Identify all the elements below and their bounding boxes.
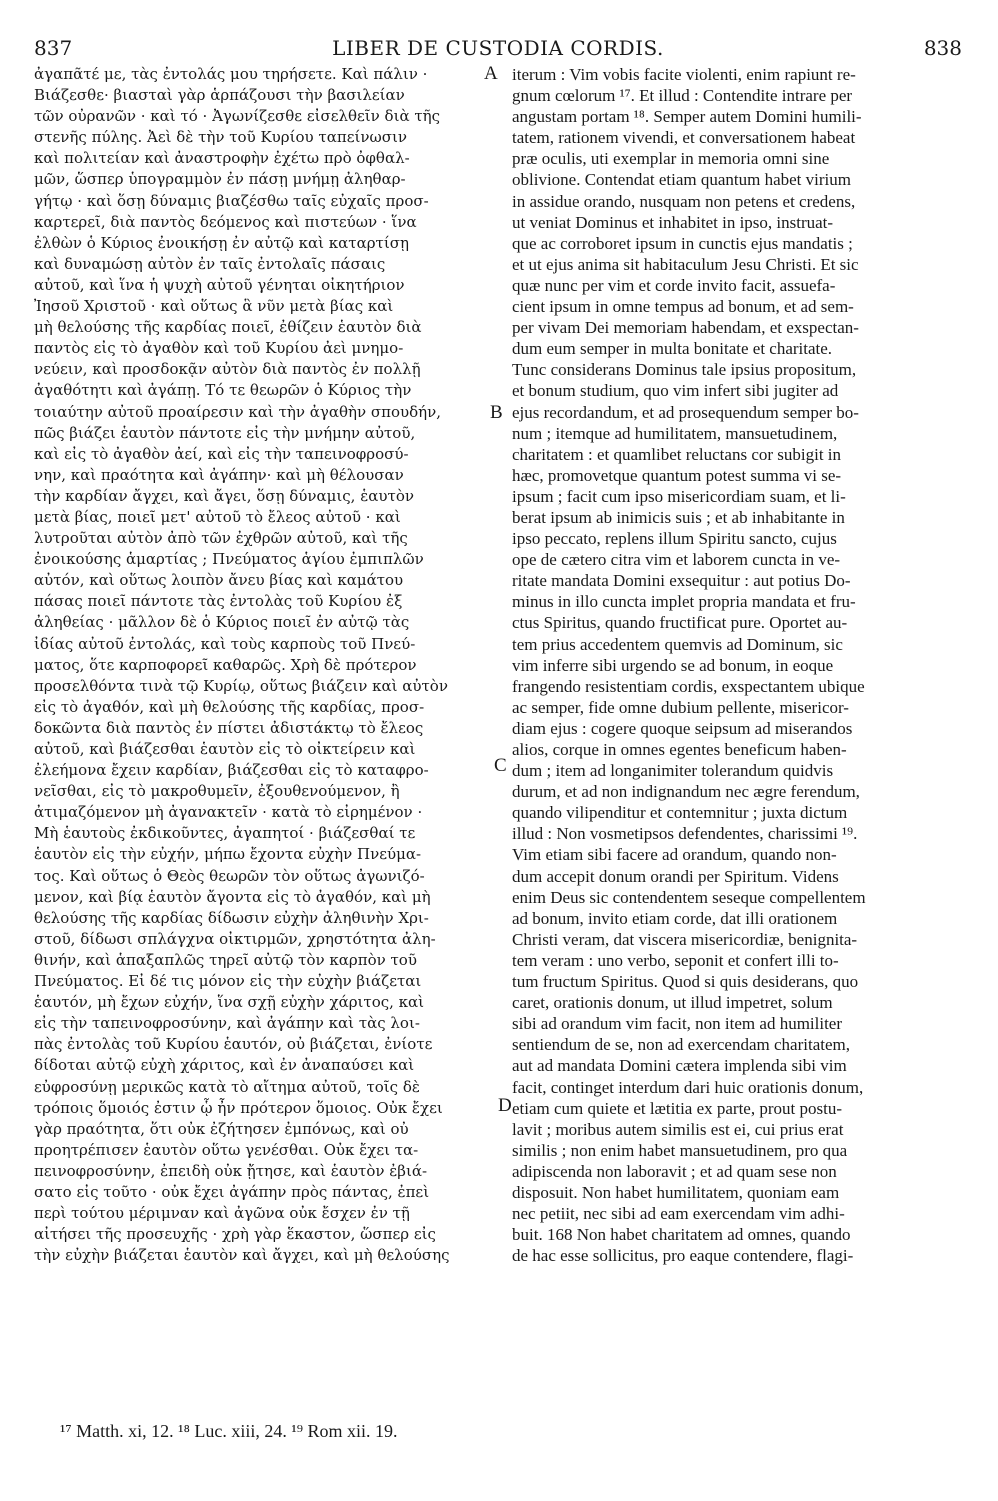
latin-text-line: berat ipsum ab inimicis suis ; et ab inhabitante in xyxy=(512,507,845,527)
latin-text-line: similis ; non enim habet mansuetudinem, pro qua xyxy=(512,1140,848,1160)
greek-text-line: τῶν οὐρανῶν · καὶ τό · Ἀγωνίζεσθε εἰσελθεῖν διὰ τῆς xyxy=(34,107,441,126)
latin-text-line: sentiendum de se, non ad exercendam charitatem, xyxy=(512,1035,850,1055)
latin-text-line: cient ipsum in omne tempus ad bonum, et ad sem- xyxy=(512,297,854,317)
greek-text-line: θελούσης τῆς καρδίας δίδωσιν εὐχὴν ἀληθινὴν Χρι- xyxy=(34,908,429,927)
greek-text-line: μῶν, ὥσπερ ὑπογραμμὸν ἐν πάσῃ μνήμῃ ἀληθαρ- xyxy=(34,170,406,189)
latin-text-line: oblivione. Contendat etiam quantum habet virium xyxy=(512,170,851,190)
greek-text-line: νεῖσθαι, εἰς τὸ μακροθυμεῖν, ἐξουθενούμενον, ἢ xyxy=(34,782,400,801)
latin-text-line: tum fructum Spiritus. Quod si quis desiderans, quo xyxy=(512,972,859,992)
latin-text-line: frangendo resistentiam cordis, exspectantem ubique xyxy=(512,676,865,696)
greek-text-line: μενον, καὶ βίᾳ ἑαυτὸν ἄγοντα εἰς τὸ ἀγαθόν, καὶ μὴ xyxy=(34,887,431,906)
greek-text-line: προητρέπισεν ἑαυτὸν οὕτω γενέσθαι. Οὐκ ἔχει τα- xyxy=(34,1140,419,1159)
latin-text-line: illud : Non vosmetipsos defendentes, charissimi ¹⁹. xyxy=(512,824,858,844)
page-title: LIBER DE CUSTODIA CORDIS. xyxy=(332,36,664,60)
latin-text-line: nec petiit, nec sibi ad eam exercendam vim adhi- xyxy=(512,1204,845,1224)
greek-text-line: καρτερεῖ, διὰ παντὸς δεόμενος καὶ πιστεύων · ἵνα xyxy=(34,212,417,231)
latin-text-line: ut veniat Dominus et inhabitet in ipso, instruat- xyxy=(512,212,834,232)
latin-text-line: Tunc considerans Dominus tale ipsius propositum, xyxy=(512,360,857,380)
greek-text-line: θινήν, καὶ ἁπαξαπλῶς τηρεῖ αὐτῷ τὸν καρπὸν τοῦ xyxy=(34,950,417,969)
running-header xyxy=(34,36,962,66)
greek-text-line: μετὰ βίας, ποιεῖ μετ' αὐτοῦ τὸ ἔλεος αὐτοῦ · καὶ xyxy=(34,507,401,526)
greek-column xyxy=(34,64,500,1266)
latin-text-line: de hac esse sollicitus, pro eaque contendere, flagi- xyxy=(512,1246,854,1266)
greek-text-line: αὐτοῦ, καὶ βιάζεσθαι ἑαυτὸν εἰς τὸ οἰκτείρειν καὶ xyxy=(34,740,416,758)
greek-text-line: πεινοφροσύνην, ἐπειδὴ οὐκ ᾔτησε, καὶ ἑαυτὸν ἐβιά- xyxy=(34,1161,428,1180)
greek-text-line: τος. Καὶ οὕτως ὁ Θεὸς θεωρῶν τὸν οὕτως ἀγωνιζό- xyxy=(34,866,425,885)
greek-text-line: Μὴ ἑαυτοὺς ἐκδικοῦντες, ἀγαπητοί · βιάζεσθαί τε xyxy=(34,824,416,843)
greek-text-line: αὐτόν, καὶ οὕτως λοιπὸν ἄνευ βίας καὶ καμάτου xyxy=(34,571,404,590)
latin-text-line: facit, continget interdum dari huic orationis donum, xyxy=(512,1077,864,1097)
greek-text-line: εἰς τὴν ταπεινοφροσύνην, καὶ ἀγάπην καὶ τὰς λοι- xyxy=(34,1014,420,1033)
latin-text-line: vim inferre sibi urgendo se ad bonum, in eoque xyxy=(512,655,834,675)
latin-text-line: præ oculis, uti exemplar in memoria omni sine xyxy=(512,149,830,169)
latin-text-line: angustam portam ¹⁸. Semper autem Domini humili- xyxy=(512,107,862,127)
greek-text-line: αἰτήσει τῆς προσευχῆς · χρὴ γὰρ ἕκαστον, ὥσπερ εἰς xyxy=(34,1225,436,1244)
latin-text-line: iterum : Vim vobis facite violenti, enim rapiunt re- xyxy=(512,65,856,84)
greek-text-line: δοκῶντα διὰ παντὸς ἐν πίστει ἀδιστάκτῳ τὸ ἔλεος xyxy=(34,718,424,737)
greek-text-line: ματος, ὅτε καρποφορεῖ καθαρῶς. Χρὴ δὲ πρότερον xyxy=(34,655,417,674)
greek-text-line: προσελθόντα τινὰ τῷ Κυρίῳ, οὕτως βιάζειν καὶ αὐτὸν xyxy=(34,676,448,695)
latin-text-line: caret, orationis donum, ut illud impetret, solum xyxy=(512,993,833,1013)
latin-text-line: minus in illo cuncta implet propria mandata et fru- xyxy=(512,592,856,612)
margin-marker-a: A xyxy=(484,63,498,84)
latin-text-line: que ac corroboret ipsum in cunctis ejus mandatis ; xyxy=(512,233,853,253)
latin-text-line: hæc, promovetque quantum potest summa vi se- xyxy=(512,465,842,485)
latin-text-line: ipsum ; facit cum ipso misericordiam suam, et li- xyxy=(512,486,846,506)
greek-text-line: εἰς τὸ ἀγαθόν, καὶ μὴ θελούσης τῆς καρδίας, προσ- xyxy=(34,697,425,716)
greek-text-line: καὶ πολιτείαν καὶ ἀναστροφὴν ἐχέτω πρὸ ὀφθαλ- xyxy=(34,149,410,168)
latin-text-line: aut ad mandata Domini cætera implenda sibi vim xyxy=(512,1056,847,1076)
latin-text-line: adipiscenda non laboravit ; et ad quam sese non xyxy=(512,1161,837,1181)
margin-marker-c: C xyxy=(494,755,507,776)
latin-text-line: diam ejus : cogere quoque seipsum ad miserandos xyxy=(512,718,853,738)
greek-text-line: Βιάζεσθε· βιασταὶ γὰρ ἁρπάζουσι τὴν βασιλείαν xyxy=(34,86,405,105)
greek-text-line: νην, καὶ πραότητα καὶ ἀγάπην· καὶ μὴ θέλουσαν xyxy=(34,465,404,484)
footnote: ¹⁷ Matth. xi, 12. ¹⁸ Luc. xiii, 24. ¹⁹ Rom xii. 19. xyxy=(60,1421,398,1441)
latin-text-line: buit. 168 Non habet charitatem ad omnes, quando xyxy=(512,1225,851,1245)
latin-text-line: ad bonum, invito etiam corde, dat illi orationem xyxy=(512,908,838,928)
latin-text-line: tem veram : uno verbo, seponit et confert illi to- xyxy=(512,950,839,970)
latin-text-line: ipso peccato, replens illum Spiritu sancto, cujus xyxy=(512,529,837,549)
latin-text-line: ejus recordandum, et ad prosequendum semper bo- xyxy=(512,402,859,422)
greek-text-line: Πνεύματος. Εἰ δέ τις μόνον εἰς τὴν εὐχὴν βιάζεται xyxy=(34,972,422,991)
greek-text-line: γήτῳ · καὶ ὅσῃ δύναμις βιαζέσθω ταῖς εὐχαῖς προσ- xyxy=(34,191,429,210)
greek-text-line: εὐφροσύνῃ μερικῶς κατὰ τὸ αἴτημα αὐτοῦ, τοῖς δὲ xyxy=(34,1077,420,1096)
latin-text-line: dum eum semper in multa bonitate et charitate. xyxy=(512,339,833,359)
greek-text-line: ἀγαθότητι καὶ ἀγάπῃ. Τό τε θεωρῶν ὁ Κύριος τὴν xyxy=(34,381,412,400)
margin-marker-b: B xyxy=(490,402,503,423)
greek-text-line: ἐλεήμονα ἔχειν καρδίαν, βιάζεσθαι εἰς τὸ καταφρο- xyxy=(34,761,429,780)
greek-text-line: καὶ δυναμώσῃ αὐτὸν ἐν ταῖς ἐντολαῖς πάσαις xyxy=(34,254,386,273)
greek-text-line: ἀληθείας · μᾶλλον δὲ ὁ Κύριος ποιεῖ ἐν αὐτῷ τὰς xyxy=(34,613,410,632)
greek-text-line: δίδοται αὐτῷ εὐχὴ χάριτος, καὶ ἐν ἀναπαύσει καὶ xyxy=(34,1056,415,1075)
page-number-right: 838 xyxy=(923,36,962,60)
greek-text-line: νεύειν, καὶ προσδοκᾷν αὐτὸν διὰ παντὸς ἐν πολλῇ xyxy=(34,360,421,379)
latin-text-line: dum ; item ad longanimiter tolerandum quidvis xyxy=(512,761,834,781)
latin-text-line: durum, et ad non indignandum nec ægre ferendum, xyxy=(512,782,860,802)
latin-text-line: lavit ; moribus autem similis est ei, cui prius erat xyxy=(512,1119,844,1139)
latin-text-line: et ut ejus anima sit habitaculum Jesu Christi. Et sic xyxy=(512,254,859,274)
greek-text-line: ἑαυτὸν εἰς τὴν εὐχήν, μήπω ἔχοντα εὐχὴν Πνεύμα- xyxy=(34,845,422,864)
greek-text-line: τὴν καρδίαν ἄγχει, καὶ ἄγει, ὅσῃ δύναμις, ἑαυτὸν xyxy=(34,486,414,505)
greek-text-line: Ἰησοῦ Χριστοῦ · καὶ οὕτως ἃ νῦν μετὰ βίας καὶ xyxy=(34,297,394,316)
latin-text-line: charitatem : et quamlibet reluctans cor subigit in xyxy=(512,444,842,464)
latin-text-line: ritate mandata Domini exsequitur : aut potius Do- xyxy=(512,571,851,591)
greek-text-line: ἀτιμαζόμενον μὴ ἀγανακτεῖν · κατὰ τὸ εἰρημένον · xyxy=(34,803,423,822)
latin-column xyxy=(512,64,964,1266)
latin-text-line: etiam cum quiete et lætitia ex parte, prout postu- xyxy=(512,1098,842,1118)
greek-text-line: αὐτοῦ, καὶ ἵνα ἡ ψυχὴ αὐτοῦ γένηται οἰκητήριον xyxy=(34,275,405,294)
latin-text-line: dum accepit donum orandi per Spiritum. Videns xyxy=(512,866,839,886)
latin-text-line: Christi veram, dat viscera misericordiæ, benignita- xyxy=(512,929,858,949)
latin-text-line: ctus Spiritus, quando fructificat pure. Oportet au- xyxy=(512,613,848,633)
latin-text-line: et bonum studium, quo vim infert sibi jugiter ad xyxy=(512,381,839,401)
latin-text-line: per vivam Dei memoriam habendam, et exspectan- xyxy=(512,318,859,338)
greek-text-line: πῶς βιάζει ἑαυτὸν πάντοτε εἰς τὴν μνήμην αὐτοῦ, xyxy=(34,423,416,442)
latin-text-line: tatem, rationem vivendi, et conversationem habeat xyxy=(512,128,856,148)
latin-text-line: Vim etiam sibi facere ad orandum, quando non- xyxy=(512,845,837,865)
latin-text-line: ope de cætero citra vim et laborem cuncta in ve- xyxy=(512,550,841,570)
latin-text-line: disposuit. Non habet humilitatem, quoniam eam xyxy=(512,1182,840,1202)
greek-text-line: στενῆς πύλης. Ἀεὶ δὲ τὴν τοῦ Κυρίου ταπείνωσιν xyxy=(34,128,407,147)
greek-text-line: τρόποις ὅμοιός ἐστιν ᾧ ἦν πρότερον ὅμοιος. Οὐκ ἔχει xyxy=(34,1098,443,1117)
latin-text-line: in assidue orando, nusquam non petens et credens, xyxy=(512,191,856,211)
greek-text-line: τοιαύτην αὐτοῦ προαίρεσιν καὶ τὴν ἀγαθὴν σπουδήν, xyxy=(34,402,442,421)
greek-text-line: ἀγαπᾶτέ με, τὰς ἐντολάς μου τηρήσετε. Καὶ πάλιν · xyxy=(34,65,428,83)
latin-text-line: gnum cœlorum ¹⁷. Et illud : Contendite intrare per xyxy=(512,86,853,106)
latin-text-line: quando vilipenditur et contemnitur ; juxta dictum xyxy=(512,803,848,823)
latin-text-line: ac semper, fide omne dubium pellente, misericor- xyxy=(512,697,849,717)
latin-text-line: num ; itemque ad humilitatem, mansuetudinem, xyxy=(512,423,838,443)
greek-text-line: πάσας ποιεῖ πάντοτε τὰς ἐντολὰς τοῦ Κυρίου ἐξ xyxy=(34,592,403,611)
greek-text-line: πὰς ἐντολὰς τοῦ Κυρίου ἑαυτόν, οὐ βιάζεται, ἐνίοτε xyxy=(34,1035,433,1054)
margin-marker-d: D xyxy=(498,1095,512,1116)
greek-text-line: λυτροῦται αὐτὸν ἀπὸ τῶν ἐχθρῶν αὐτοῦ, καὶ τῆς xyxy=(34,529,408,548)
greek-text-line: γὰρ πραότητα, ὅτι οὐκ ἐζήτησεν ἐμπόνως, καὶ οὐ xyxy=(34,1119,409,1138)
latin-text-line: alios, corque in omnes egentes beneficum haben- xyxy=(512,740,847,759)
latin-text-line: enim Deus sic contendentem seseque compellentem xyxy=(512,887,866,907)
latin-text-line: tem prius accedentem quemvis ad Dominum, sic xyxy=(512,634,843,654)
page-number-left: 837 xyxy=(34,36,73,60)
greek-text-line: ἑαυτόν, μὴ ἔχων εὐχήν, ἵνα σχῇ εὐχὴν χάριτος, καὶ xyxy=(34,993,425,1012)
greek-text-line: ἰδίας αὐτοῦ ἐντολάς, καὶ τοὺς καρποὺς τοῦ Πνεύ- xyxy=(34,634,416,653)
greek-text-line: περὶ τούτου μέριμναν καὶ ἀγῶνα οὐκ ἔσχεν ἐν τῇ xyxy=(34,1204,410,1223)
greek-text-line: ἐνοικούσης ἁμαρτίας ; Πνεύματος ἁγίου ἐμπιπλῶν xyxy=(34,550,424,569)
greek-text-line: παντὸς εἰς τὸ ἀγαθὸν καὶ τοῦ Κυρίου ἀεὶ μνημο- xyxy=(34,339,404,358)
greek-text-line: στοῦ, δίδωσι σπλάγχνα οἰκτιρμῶν, χρηστότητα ἀλη- xyxy=(34,929,436,948)
greek-text-line: καὶ εἰς τὸ ἀγαθὸν ἀεί, καὶ εἰς τὴν ταπεινοφροσύ- xyxy=(34,444,409,463)
greek-text-line: σατο εἰς τοῦτο · οὐκ ἔχει ἀγάπην πρὸς πάντας, ἐπεὶ xyxy=(34,1182,430,1201)
latin-text-line: quæ nunc per vim et corde invito facit, assuefa- xyxy=(512,275,836,295)
greek-text-line: μὴ θελούσης τῆς καρδίας ποιεῖ, ἐθίζειν ἑαυτὸν διὰ xyxy=(34,318,422,337)
latin-text-line: sibi ad orandum vim facit, non item ad humiliter xyxy=(512,1014,843,1034)
greek-text-line: τὴν εὐχὴν βιάζεται ἑαυτὸν καὶ ἄγχει, καὶ μὴ θελούσης xyxy=(34,1246,450,1265)
greek-text-line: ἐλθὼν ὁ Κύριος ἐνοικήσῃ ἐν αὐτῷ καὶ καταρτίσῃ xyxy=(34,233,409,252)
